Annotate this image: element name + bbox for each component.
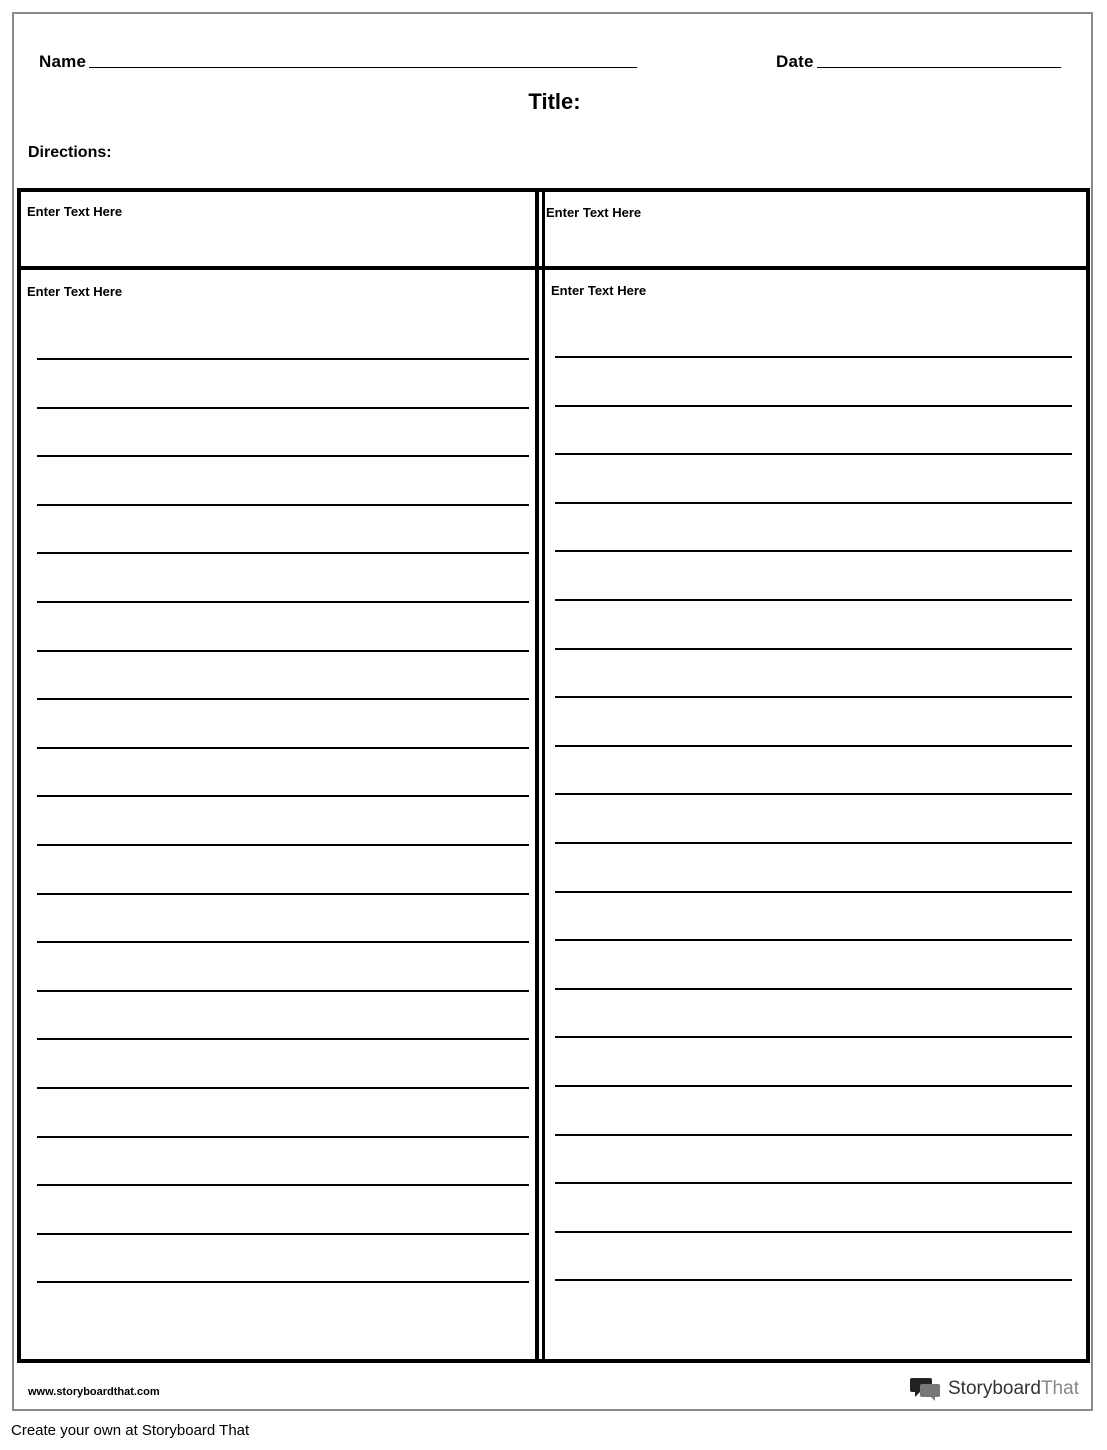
writing-line[interactable]	[555, 453, 1072, 455]
writing-line[interactable]	[37, 893, 529, 895]
writing-line[interactable]	[555, 550, 1072, 552]
writing-line[interactable]	[555, 1182, 1072, 1184]
writing-line[interactable]	[37, 1233, 529, 1235]
writing-line[interactable]	[37, 698, 529, 700]
writing-line[interactable]	[37, 747, 529, 749]
writing-line[interactable]	[555, 502, 1072, 504]
writing-line[interactable]	[37, 941, 529, 943]
body-right-cell-text[interactable]: Enter Text Here	[551, 283, 647, 298]
writing-line[interactable]	[555, 988, 1072, 990]
two-column-table	[17, 188, 1090, 1363]
writing-line[interactable]	[37, 552, 529, 554]
name-label: Name	[39, 52, 87, 71]
writing-line[interactable]	[37, 358, 529, 360]
date-line[interactable]	[817, 67, 1061, 68]
brand-name: StoryboardThat	[948, 1378, 1079, 1399]
body-left-cell-text[interactable]: Enter Text Here	[27, 284, 123, 299]
writing-line[interactable]	[555, 1085, 1072, 1087]
top-left-cell-text[interactable]: Enter Text Here	[27, 204, 123, 219]
writing-line[interactable]	[555, 599, 1072, 601]
column-divider-inner	[542, 192, 545, 1359]
writing-line[interactable]	[37, 1087, 529, 1089]
top-right-cell-text[interactable]: Enter Text Here	[546, 205, 642, 220]
writing-line[interactable]	[37, 407, 529, 409]
brand-logo[interactable]	[910, 1376, 1079, 1402]
writing-line[interactable]	[555, 1134, 1072, 1136]
writing-line[interactable]	[37, 1038, 529, 1040]
writing-line[interactable]	[555, 405, 1072, 407]
writing-line[interactable]	[37, 844, 529, 846]
writing-line[interactable]	[555, 1231, 1072, 1233]
writing-line[interactable]	[37, 990, 529, 992]
page-title: Title:	[528, 89, 581, 114]
writing-line[interactable]	[37, 650, 529, 652]
writing-line[interactable]	[37, 455, 529, 457]
writing-line[interactable]	[37, 601, 529, 603]
create-your-own-caption[interactable]: Create your own at Storyboard That	[11, 1422, 250, 1439]
writing-line[interactable]	[37, 1184, 529, 1186]
writing-line[interactable]	[555, 939, 1072, 941]
worksheet	[12, 12, 1093, 1411]
writing-line[interactable]	[37, 1136, 529, 1138]
writing-line[interactable]	[555, 356, 1072, 358]
writing-line[interactable]	[555, 745, 1072, 747]
header-row-divider	[21, 266, 1086, 270]
writing-line[interactable]	[555, 696, 1072, 698]
date-label: Date	[776, 52, 814, 71]
writing-line[interactable]	[555, 793, 1072, 795]
writing-line[interactable]	[555, 1279, 1072, 1281]
writing-line[interactable]	[555, 891, 1072, 893]
speech-bubbles-icon	[910, 1376, 942, 1402]
writing-line[interactable]	[37, 795, 529, 797]
writing-line[interactable]	[555, 842, 1072, 844]
writing-line[interactable]	[555, 1036, 1072, 1038]
writing-line[interactable]	[37, 1281, 529, 1283]
directions-label: Directions:	[28, 144, 112, 161]
writing-line[interactable]	[555, 648, 1072, 650]
footer-url[interactable]: www.storyboardthat.com	[28, 1386, 160, 1398]
name-line[interactable]	[89, 67, 637, 68]
column-divider	[535, 192, 539, 1359]
writing-line[interactable]	[37, 504, 529, 506]
